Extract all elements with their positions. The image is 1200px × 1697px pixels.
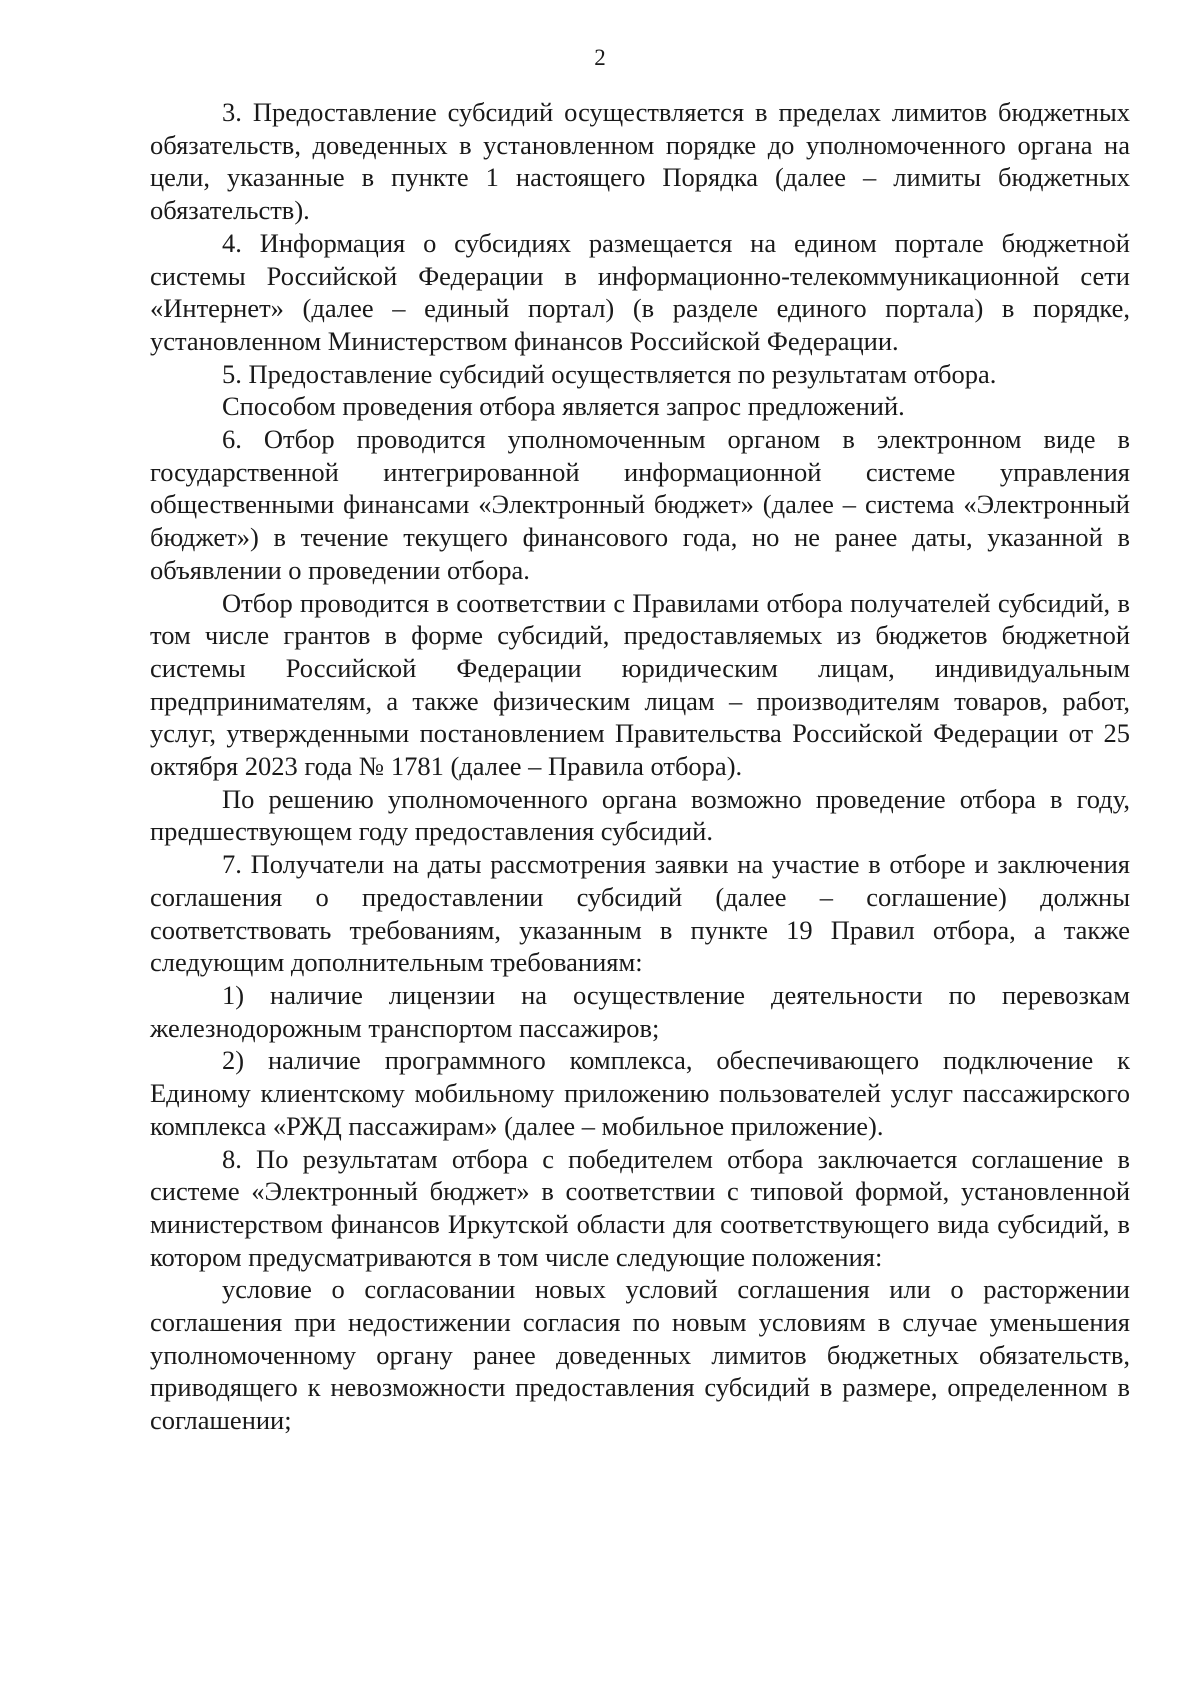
paragraph-selection-prior-year: По решению уполномоченного органа возможно проведение отбора в году, предшествующем году предоставления субсидий.: [150, 783, 1130, 847]
paragraph-item-4: 4. Информация о субсидиях размещается на едином портале бюджетной системы Российской Федерации в информационно-телекоммуникационной сети «Интернет» (далее – единый портал) (в разделе единого портала) в порядке, установленном Министерством финансов Российской Федерации.: [150, 227, 1130, 356]
paragraph-agreement-condition: условие о согласовании новых условий соглашения или о расторжении соглашения при недостижении согласия по новым условиям в случае уменьшения уполномоченному органу ранее доведенных лимитов бюджетных обязательств, приводящего к невозможности предоставления субсидий в размере, определенном в соглашении;: [150, 1274, 1130, 1436]
paragraph-requirement-2: 2) наличие программного комплекса, обеспечивающего подключение к Единому клиентскому мобильному приложению пользователей услуг пассажирского комплекса «РЖД пассажирам» (далее – мобильное приложение).: [150, 1045, 1130, 1141]
paragraph-item-5: 5. Предоставление субсидий осуществляется по результатам отбора.: [222, 358, 997, 389]
paragraph-item-7: 7. Получатели на даты рассмотрения заявки на участие в отборе и заключения соглашения о предоставлении субсидий (далее – соглашение) должны соответствовать требованиям, указанным в пункте 19 Правил отбора, а также следующим дополнительным требованиям:: [150, 849, 1130, 978]
paragraph-requirement-1: 1) наличие лицензии на осуществление деятельности по перевозкам железнодорожным транспортом пассажиров;: [150, 979, 1130, 1043]
page-number: 2: [594, 45, 606, 70]
paragraph-item-8: 8. По результатам отбора с победителем отбора заключается соглашение в системе «Электронный бюджет» в соответствии с типовой формой, установленной министерством финансов Иркутской области для соответствующего вида субсидий, в котором предусматриваются в том числе следующие положения:: [150, 1143, 1130, 1272]
paragraph-item-6: 6. Отбор проводится уполномоченным органом в электронном виде в государственной интегрированной информационной системе управления общественными финансами «Электронный бюджет» (далее – система «Электронный бюджет») в течение текущего финансового года, но не ранее даты, указанной в объявлении о проведении отбора.: [150, 424, 1130, 585]
paragraph-selection-method: Способом проведения отбора является запрос предложений.: [222, 391, 905, 422]
paragraph-item-3: 3. Предоставление субсидий осуществляется в пределах лимитов бюджетных обязательств, доведенных в установленном порядке до уполномоченного органа на цели, указанные в пункте 1 настоящего Порядка (далее – лимиты бюджетных обязательств).: [150, 97, 1130, 226]
document-body: [150, 96, 1130, 1437]
paragraph-selection-rules: Отбор проводится в соответствии с Правилами отбора получателей субсидий, в том числе грантов в форме субсидий, предоставляемых из бюджетов бюджетной системы Российской Федерации юридическим лицам, индивидуальным предпринимателям, а также физическим лицам – производителям товаров, работ, услуг, утвержденными постановлением Правительства Российской Федерации от 25 октября 2023 года № 1781 (далее – Правила отбора).: [150, 587, 1130, 782]
